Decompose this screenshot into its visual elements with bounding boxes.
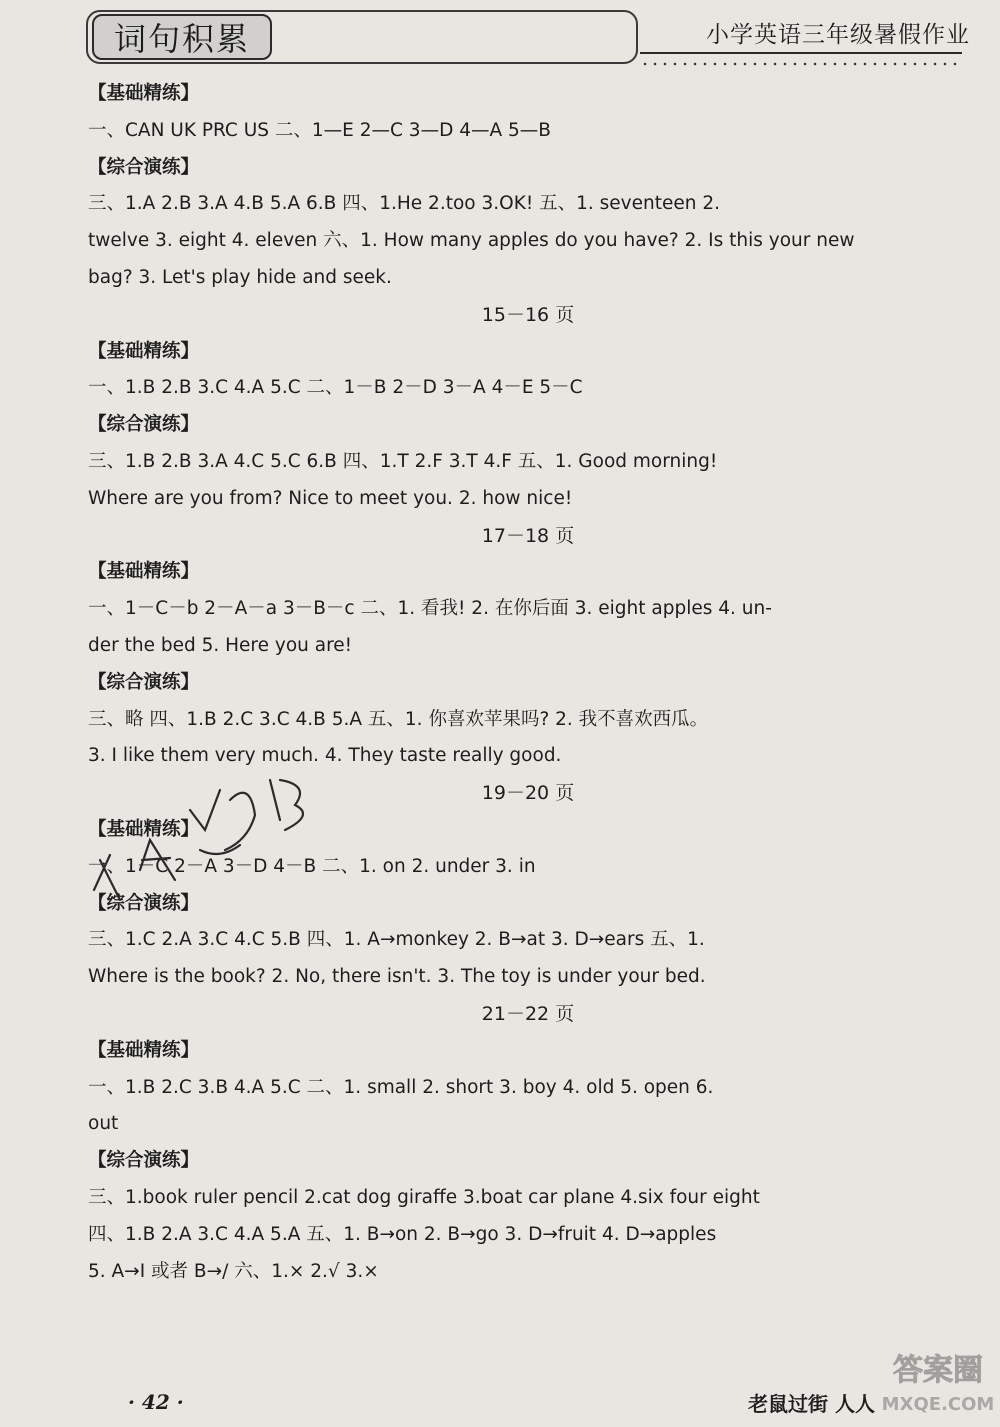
answer-line: 三、1.B 2.B 3.A 4.C 5.C 6.B 四、1.T 2.F 3.T 4.F 五、1. Good morning! xyxy=(88,450,718,472)
section-title: 词句积累 xyxy=(92,14,272,60)
section-heading: 【综合演练】 xyxy=(88,1150,200,1172)
page-range-heading: 15－16 页 xyxy=(481,303,575,326)
answer-line: 三、1.A 2.B 3.A 4.B 5.A 6.B 四、1.He 2.too 3.OK! 五、1. seventeen 2. xyxy=(88,193,720,215)
page-range-heading: 21－22 页 xyxy=(481,1002,575,1025)
section-heading: 【综合演练】 xyxy=(88,156,200,178)
answer-line: 一、1－C 2－A 3－D 4－B 二、1. on 2. under 3. in xyxy=(88,855,536,877)
section-heading: 【基础精练】 xyxy=(88,83,200,104)
page-range-heading: 17－18 页 xyxy=(481,524,575,547)
answer-line: 三、1.C 2.A 3.C 4.C 5.B 四、1. A→monkey 2. B→at 3. D→ears 五、1. xyxy=(88,929,705,951)
answer-line: Where are you from? Nice to meet you. 2. how nice! xyxy=(88,487,573,509)
section-heading: 【基础精练】 xyxy=(88,561,200,583)
handwriting-scribble xyxy=(80,760,340,910)
page-number: · 42 · xyxy=(128,1390,184,1414)
answer-line: 一、1－C－b 2－A－a 3－B－c 二、1. 看我! 2. 在你后面 3. eight apples 4. un- xyxy=(88,598,772,620)
footer-slogan: 老鼠过街 人人 xyxy=(748,1392,875,1416)
page-range-heading: 19－20 页 xyxy=(481,782,575,805)
answer-content xyxy=(88,76,968,1290)
watermark-line2: MXQE.COM xyxy=(881,1394,995,1415)
section-heading: 【基础精练】 xyxy=(88,1039,200,1061)
answer-line: 一、CAN UK PRC US 二、1—E 2—C 3—D 4—A 5—B xyxy=(88,119,551,141)
section-heading: 【基础精练】 xyxy=(88,818,200,840)
section-heading: 【综合演练】 xyxy=(88,892,200,914)
answer-line: der the bed 5. Here you are! xyxy=(88,634,353,656)
answer-line: 3. I like them very much. 4. They taste really good. xyxy=(88,745,562,767)
answer-line: 一、1.B 2.C 3.B 4.A 5.C 二、1. small 2. short 3. boy 4. old 5. open 6. xyxy=(88,1076,714,1098)
header-dotted-line xyxy=(640,62,962,66)
watermark-logo xyxy=(880,1340,996,1420)
answer-line: 三、1.book ruler pencil 2.cat dog giraffe 3.boat car plane 4.six four eight xyxy=(88,1186,760,1208)
answer-line: twelve 3. eight 4. eleven 六、1. How many apples do you have? 2. Is this your new xyxy=(88,230,855,252)
answer-line: 5. A→I 或者 B→/ 六、1.× 2.√ 3.× xyxy=(88,1260,379,1282)
section-heading: 【综合演练】 xyxy=(88,414,200,436)
answer-line: Where is the book? 2. No, there isn't. 3. The toy is under your bed. xyxy=(88,966,706,988)
book-title: 小学英语三年级暑假作业 xyxy=(706,22,970,48)
section-heading: 【基础精练】 xyxy=(88,340,200,362)
header-rule xyxy=(640,52,962,54)
answer-line: out xyxy=(88,1113,119,1135)
answer-line: 三、略 四、1.B 2.C 3.C 4.B 5.A 五、1. 你喜欢苹果吗? 2. 我不喜欢西瓜。 xyxy=(88,708,709,730)
watermark-line1: 答案圈 xyxy=(893,1353,983,1388)
answer-line: 一、1.B 2.B 3.C 4.A 5.C 二、1－B 2－D 3－A 4－E 5－C xyxy=(88,377,583,399)
section-heading: 【综合演练】 xyxy=(88,671,200,693)
answer-line: 四、1.B 2.A 3.C 4.A 5.A 五、1. B→on 2. B→go 3. D→fruit 4. D→apples xyxy=(88,1223,717,1245)
answer-line: bag? 3. Let's play hide and seek. xyxy=(88,266,392,288)
